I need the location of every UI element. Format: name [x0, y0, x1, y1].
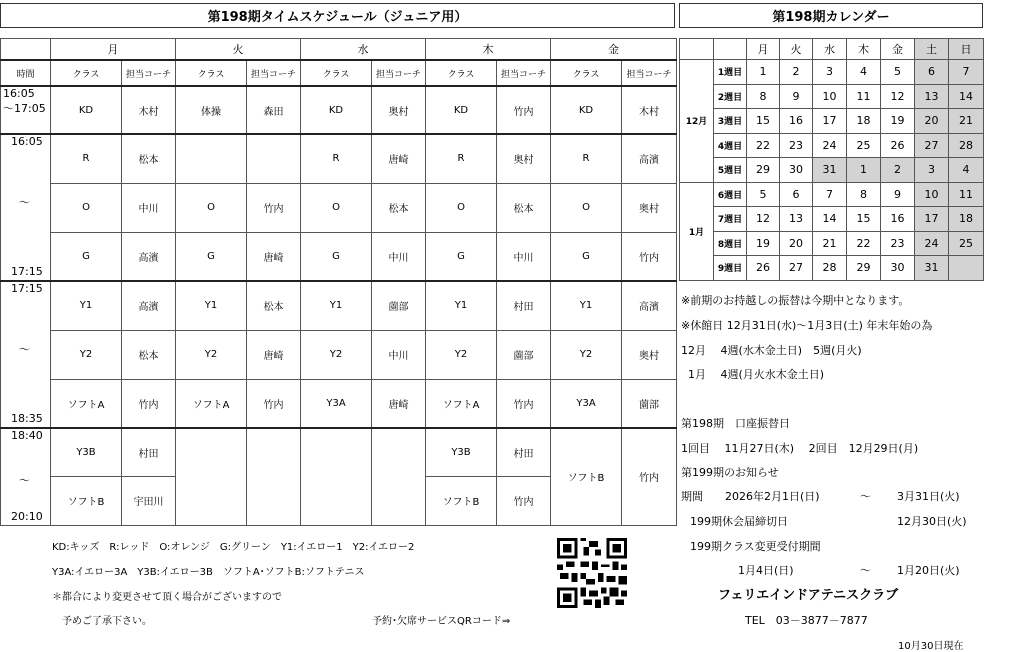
day-mon: 月: [51, 39, 176, 61]
month-label: 1月: [680, 182, 714, 280]
day-fri: 金: [551, 39, 677, 61]
coach-cell: 竹内: [497, 476, 551, 525]
class-cell: Y1: [551, 281, 622, 330]
calendar-day: 23: [780, 133, 813, 158]
calendar-day: 29: [847, 256, 881, 281]
class-cell: R: [426, 134, 497, 183]
calendar-day: 6: [915, 60, 949, 85]
class-cell: KD: [301, 86, 372, 134]
calendar-day: 27: [780, 256, 813, 281]
coach-cell: 竹内: [122, 379, 176, 428]
calendar-day: 10: [915, 182, 949, 207]
weekday-header: 火: [780, 39, 813, 60]
calendar-day: 23: [881, 231, 915, 256]
calendar-table: [679, 38, 984, 281]
calendar-day: 2: [881, 158, 915, 183]
corner-cell: [714, 39, 747, 60]
calendar-day: 11: [847, 84, 881, 109]
class-header: クラス: [176, 60, 247, 86]
corner-cell: [1, 39, 51, 61]
class-cell: R: [51, 134, 122, 183]
coach-header: 担当コーチ: [622, 60, 677, 86]
calendar-day: 25: [847, 133, 881, 158]
calendar-day: 22: [847, 231, 881, 256]
calendar-day: 21: [813, 231, 847, 256]
coach-cell: 薗部: [497, 330, 551, 379]
weekday-header: 金: [881, 39, 915, 60]
coach-cell: 中川: [372, 330, 426, 379]
class-cell: O: [176, 183, 247, 232]
calendar-week-row: [680, 84, 984, 109]
time-label: ～: [19, 474, 30, 487]
coach-cell: 中川: [122, 183, 176, 232]
calendar-week-row: [680, 182, 984, 207]
class-cell: Y3A: [301, 379, 372, 428]
class-cell: O: [301, 183, 372, 232]
calendar-day: 9: [780, 84, 813, 109]
class-header: クラス: [551, 60, 622, 86]
calendar-day: 14: [813, 207, 847, 232]
class-cell: ソフトA: [426, 379, 497, 428]
time-cell: [1, 281, 51, 428]
class-cell: O: [551, 183, 622, 232]
calendar-day: 1: [847, 158, 881, 183]
class-cell: Y2: [176, 330, 247, 379]
calendar-day: 11: [949, 182, 984, 207]
calendar-week-row: [680, 207, 984, 232]
week-label: 5週目: [714, 158, 747, 183]
calendar-day: 6: [780, 182, 813, 207]
calendar-day: 3: [915, 158, 949, 183]
time-label: ～: [19, 343, 30, 356]
note-closed-days: ※休館日 12月31日(水)～1月3日(土) 年末年始の為: [681, 319, 933, 332]
calendar-day: 29: [747, 158, 780, 183]
class-cell: R: [551, 134, 622, 183]
coach-cell: [247, 134, 301, 183]
coach-cell: 薗部: [372, 281, 426, 330]
coach-cell: 奥村: [372, 86, 426, 134]
class-cell: ソフトB: [551, 428, 622, 525]
table-row: [1, 232, 677, 281]
class-cell: G: [301, 232, 372, 281]
time-cell: [1, 86, 51, 134]
weekday-header: 水: [813, 39, 847, 60]
day-header-row: [1, 39, 677, 61]
time-label: 18:40: [11, 429, 43, 442]
time-label: 17:15: [11, 282, 43, 295]
class-cell: ソフトB: [426, 476, 497, 525]
time-label: ～: [19, 196, 30, 209]
qr-caption: 予約･欠席サービスQRコード⇒: [372, 616, 511, 627]
class-cell: Y2: [301, 330, 372, 379]
note-carryover: ※前期のお持越しの振替は今期中となります。: [681, 294, 910, 307]
coach-cell: 松本: [122, 330, 176, 379]
time-label: 20:10: [11, 509, 43, 523]
coach-cell: 宇田川: [122, 476, 176, 525]
note-class-change-start: 1月4日(日): [738, 564, 794, 577]
coach-cell: [372, 428, 426, 525]
calendar-day: 4: [847, 60, 881, 85]
table-row: [1, 428, 677, 476]
calendar-day: 15: [847, 207, 881, 232]
calendar-day: 13: [915, 84, 949, 109]
coach-cell: 松本: [122, 134, 176, 183]
class-cell: ソフトB: [51, 476, 122, 525]
day-tue: 火: [176, 39, 301, 61]
class-cell: Y3A: [551, 379, 622, 428]
coach-cell: [247, 428, 301, 525]
week-label: 7週目: [714, 207, 747, 232]
coach-header: 担当コーチ: [372, 60, 426, 86]
calendar-day: 9: [881, 182, 915, 207]
note-december: 12月 4週(水木金土日) 5週(月火): [681, 344, 862, 357]
coach-cell: 薗部: [622, 379, 677, 428]
week-label: 3週目: [714, 109, 747, 134]
coach-cell: 木村: [622, 86, 677, 134]
calendar-day: 24: [915, 231, 949, 256]
coach-cell: 松本: [247, 281, 301, 330]
coach-cell: 竹内: [497, 379, 551, 428]
calendar-title: 第198期カレンダー: [679, 3, 983, 28]
calendar-day: 20: [780, 231, 813, 256]
calendar-week-row: [680, 231, 984, 256]
note-period-end: 3月31日(火): [897, 490, 960, 503]
calendar-day: 12: [747, 207, 780, 232]
class-cell: Y3B: [426, 428, 497, 476]
month-label: 12月: [680, 60, 714, 183]
table-row: [1, 281, 677, 330]
time-label: 18:35: [11, 412, 43, 425]
coach-cell: 唐崎: [247, 330, 301, 379]
club-name: フェリエインドアテニスクラブ: [718, 588, 899, 603]
calendar-day: 3: [813, 60, 847, 85]
class-cell: Y1: [426, 281, 497, 330]
legend-line-2: Y3A:イエロー3A Y3B:イエロー3B ソフトA･ソフトB:ソフトテニス: [52, 567, 365, 578]
calendar-day: 17: [915, 207, 949, 232]
calendar-day: 16: [881, 207, 915, 232]
coach-cell: 村田: [122, 428, 176, 476]
coach-cell: 竹内: [622, 232, 677, 281]
coach-cell: 竹内: [247, 183, 301, 232]
calendar-day: 13: [780, 207, 813, 232]
time-label: 16:05: [3, 87, 35, 100]
time-cell: [1, 134, 51, 281]
note-leave-deadline: 199期休会届締切日: [690, 515, 788, 528]
class-cell: Y1: [176, 281, 247, 330]
sub-header-row: [1, 60, 677, 86]
calendar-day: 22: [747, 133, 780, 158]
table-row: [1, 86, 677, 134]
class-cell: ソフトA: [176, 379, 247, 428]
calendar-day: 28: [813, 256, 847, 281]
note-next-term-title: 第199期のお知らせ: [681, 466, 779, 479]
weekday-header: 月: [747, 39, 780, 60]
coach-cell: 竹内: [622, 428, 677, 525]
calendar-day: 30: [780, 158, 813, 183]
coach-cell: 高濱: [622, 134, 677, 183]
week-label: 6週目: [714, 182, 747, 207]
week-label: 8週目: [714, 231, 747, 256]
coach-cell: 奥村: [622, 330, 677, 379]
weekday-header: 日: [949, 39, 984, 60]
class-cell: KD: [51, 86, 122, 134]
class-cell: ソフトA: [51, 379, 122, 428]
calendar-week-row: [680, 133, 984, 158]
coach-cell: 竹内: [247, 379, 301, 428]
coach-cell: 森田: [247, 86, 301, 134]
class-cell: KD: [551, 86, 622, 134]
weekday-header: 土: [915, 39, 949, 60]
schedule-table: [0, 38, 677, 526]
class-cell: O: [426, 183, 497, 232]
coach-header: 担当コーチ: [497, 60, 551, 86]
calendar-day: 25: [949, 231, 984, 256]
class-header: クラス: [301, 60, 372, 86]
week-label: 4週目: [714, 133, 747, 158]
calendar-day: [949, 256, 984, 281]
coach-cell: 唐崎: [372, 379, 426, 428]
class-cell: [176, 428, 247, 525]
coach-cell: 高濱: [122, 281, 176, 330]
calendar-day: 7: [813, 182, 847, 207]
class-cell: Y1: [51, 281, 122, 330]
class-cell: [176, 134, 247, 183]
class-header: クラス: [426, 60, 497, 86]
calendar-day: 8: [847, 182, 881, 207]
time-label: 16:05: [11, 135, 43, 148]
calendar-day: 21: [949, 109, 984, 134]
legend-line-1: KD:キッズ R:レッド O:オレンジ G:グリーン Y1:イエロー1 Y2:イエロー2: [52, 542, 415, 553]
legend-line-3: ＊都合により変更させて頂く場合がございますので: [52, 592, 282, 603]
calendar-day: 12: [881, 84, 915, 109]
coach-cell: 高濱: [122, 232, 176, 281]
table-row: [1, 379, 677, 428]
calendar-day: 24: [813, 133, 847, 158]
calendar-day: 17: [813, 109, 847, 134]
time-cell: [1, 428, 51, 525]
class-cell: KD: [426, 86, 497, 134]
note-debit-title: 第198期 口座振替日: [681, 417, 790, 430]
calendar-day: 10: [813, 84, 847, 109]
calendar-day: 2: [780, 60, 813, 85]
class-cell: G: [176, 232, 247, 281]
calendar-day: 15: [747, 109, 780, 134]
note-period: 期間 2026年2月1日(日): [681, 490, 820, 503]
coach-cell: 唐崎: [372, 134, 426, 183]
calendar-day: 1: [747, 60, 780, 85]
table-row: [1, 330, 677, 379]
class-cell: G: [426, 232, 497, 281]
class-cell: Y2: [51, 330, 122, 379]
class-cell: Y2: [551, 330, 622, 379]
calendar-day: 31: [915, 256, 949, 281]
note-leave-deadline-date: 12月30日(火): [897, 515, 967, 528]
calendar-day: 30: [881, 256, 915, 281]
week-label: 2週目: [714, 84, 747, 109]
note-class-change-end: 1月20日(火): [897, 564, 960, 577]
calendar-day: 8: [747, 84, 780, 109]
class-cell: Y3B: [51, 428, 122, 476]
class-cell: [301, 428, 372, 525]
calendar-day: 7: [949, 60, 984, 85]
note-period-tilde: ～: [860, 490, 871, 503]
class-cell: 体操: [176, 86, 247, 134]
class-cell: G: [551, 232, 622, 281]
coach-cell: 奥村: [497, 134, 551, 183]
calendar-day: 5: [747, 182, 780, 207]
time-label: ～17:05: [3, 102, 46, 115]
note-class-change: 199期クラス変更受付期間: [690, 540, 821, 553]
calendar-day: 27: [915, 133, 949, 158]
calendar-day: 20: [915, 109, 949, 134]
calendar-day: 26: [747, 256, 780, 281]
calendar-day: 18: [847, 109, 881, 134]
calendar-day: 19: [747, 231, 780, 256]
schedule-title: 第198期タイムスケジュール（ジュニア用）: [0, 3, 675, 28]
day-thu: 木: [426, 39, 551, 61]
coach-cell: 中川: [497, 232, 551, 281]
calendar-day: 16: [780, 109, 813, 134]
coach-cell: 村田: [497, 428, 551, 476]
coach-cell: 木村: [122, 86, 176, 134]
legend-line-4: 予めご了承下さい。: [62, 616, 152, 627]
coach-cell: 松本: [372, 183, 426, 232]
class-cell: O: [51, 183, 122, 232]
calendar-day: 14: [949, 84, 984, 109]
calendar-header-row: [680, 39, 984, 60]
class-cell: Y1: [301, 281, 372, 330]
calendar-day: 31: [813, 158, 847, 183]
calendar-week-row: [680, 60, 984, 85]
calendar-week-row: [680, 256, 984, 281]
class-header: クラス: [51, 60, 122, 86]
weekday-header: 木: [847, 39, 881, 60]
class-cell: R: [301, 134, 372, 183]
table-row: [1, 183, 677, 232]
coach-cell: 奥村: [622, 183, 677, 232]
calendar-week-row: [680, 158, 984, 183]
table-row: [1, 134, 677, 183]
coach-header: 担当コーチ: [122, 60, 176, 86]
coach-header: 担当コーチ: [247, 60, 301, 86]
coach-cell: 唐崎: [247, 232, 301, 281]
note-january: 1月 4週(月火水木金土日): [688, 368, 825, 381]
week-label: 9週目: [714, 256, 747, 281]
calendar-day: 5: [881, 60, 915, 85]
calendar-week-row: [680, 109, 984, 134]
time-header: 時間: [1, 60, 51, 86]
club-phone: TEL 03－3877－7877: [745, 614, 868, 627]
calendar-day: 26: [881, 133, 915, 158]
corner-cell: [680, 39, 714, 60]
coach-cell: 中川: [372, 232, 426, 281]
time-label: 17:15: [11, 265, 43, 278]
calendar-day: 4: [949, 158, 984, 183]
calendar-day: 18: [949, 207, 984, 232]
day-wed: 水: [301, 39, 426, 61]
coach-cell: 高濱: [622, 281, 677, 330]
qr-code[interactable]: [556, 538, 628, 608]
as-of-date: 10月30日現在: [898, 641, 964, 652]
coach-cell: 村田: [497, 281, 551, 330]
note-class-change-tilde: ～: [860, 564, 871, 577]
coach-cell: 松本: [497, 183, 551, 232]
calendar-day: 28: [949, 133, 984, 158]
week-label: 1週目: [714, 60, 747, 85]
coach-cell: 竹内: [497, 86, 551, 134]
class-cell: G: [51, 232, 122, 281]
calendar-day: 19: [881, 109, 915, 134]
class-cell: Y2: [426, 330, 497, 379]
note-debit-dates: 1回目 11月27日(木) 2回目 12月29日(月): [681, 442, 919, 455]
